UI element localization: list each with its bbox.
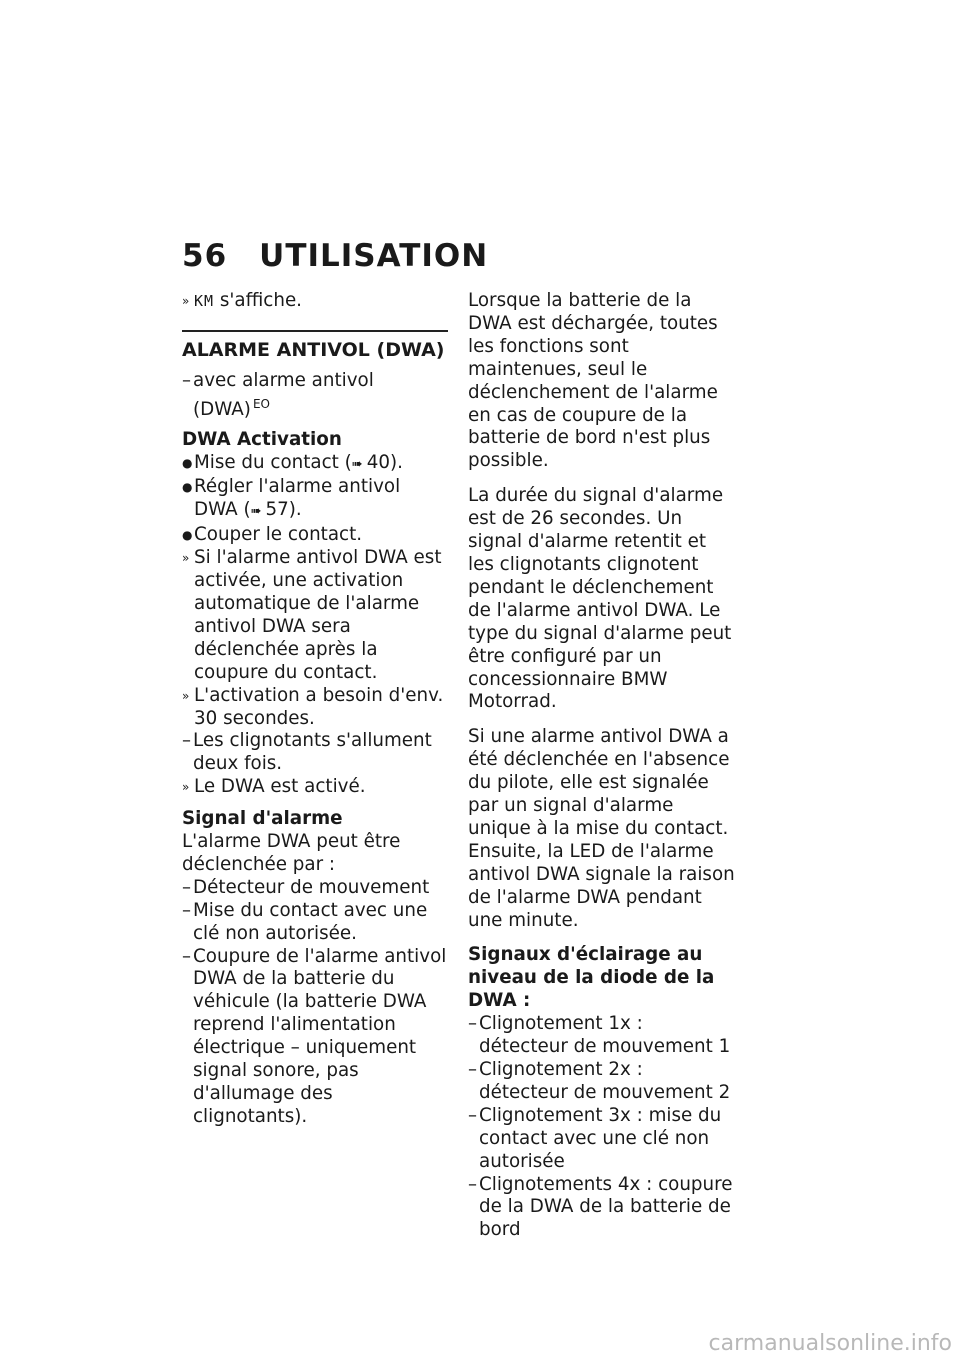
diode-signal: – Clignotements 4x : coupure de la DWA de la batterie de bord xyxy=(468,1173,733,1241)
signal-title: Signal d'alarme xyxy=(182,808,343,830)
section-heading xyxy=(182,330,448,363)
bullet-icon: ● xyxy=(182,455,193,470)
result-item: » KM s'affiche. xyxy=(182,290,302,311)
diode-signal: – Clignotement 1x : détecteur de mouvement 1 xyxy=(468,1013,731,1058)
page-title: UTILISATION xyxy=(259,238,489,274)
activation-title: DWA Activation xyxy=(182,428,342,450)
bullet-icon: ● xyxy=(182,528,193,543)
left-column xyxy=(182,290,448,1129)
right-column xyxy=(468,290,736,1242)
result-marker-icon: » xyxy=(182,688,190,703)
paragraph: Lorsque la batterie de la DWA est déchargée, toutes les fonctions sont maintenues, seul le déclenchement de l'alarme en cas de coupure de la batterie de bord n'est plus possible. xyxy=(468,290,718,472)
activation-step: ● Couper le contact. xyxy=(182,524,363,546)
result-marker-icon: » xyxy=(182,780,190,795)
result-item: » L'activation a besoin d'env. 30 secondes. xyxy=(182,684,444,729)
section-title: ALARME ANTIVOL (DWA) xyxy=(182,338,445,361)
dash-item: – Les clignotants s'allument deux fois. xyxy=(182,730,432,775)
page-number: 56 xyxy=(182,238,228,274)
signal-cause: – Détecteur de mouvement xyxy=(182,876,430,898)
display-code: KM xyxy=(194,292,215,310)
result-item: » Si l'alarme antivol DWA est activée, une activation automatique de l'alarme antivol DWA sera déclenchée après la coupure du contact. xyxy=(182,547,442,683)
option-code: EO xyxy=(252,396,270,411)
signal-cause: – Mise du contact avec une clé non autorisée. xyxy=(182,899,428,944)
reference-arrow-icon: ➠ xyxy=(351,456,361,472)
page-header xyxy=(182,238,488,274)
activation-step: ● Mise du contact (➠ 40). xyxy=(182,452,448,477)
result-marker-icon: » xyxy=(182,294,190,308)
signal-cause: – Coupure de l'alarme antivol DWA de la batterie du véhicule (la batterie DWA reprend l'alimentation électrique – uniquement signal sonore, pas d'allumage des clignotants). xyxy=(182,945,447,1127)
bullet-icon: ● xyxy=(182,480,193,495)
result-marker-icon: » xyxy=(182,551,190,566)
paragraph: La durée du signal d'alarme est de 26 secondes. Un signal d'alarme retentit et les clignotants clignotent pendant le déclenchement de l'alarme antivol DWA. Le type du signal d'alarme peut être configuré par un concessionnaire BMW Motorrad. xyxy=(468,485,732,713)
result-item: » Le DWA est activé. xyxy=(182,776,366,798)
option-note: – avec alarme antivol (DWA) $^{EO}$ xyxy=(182,369,374,420)
signal-intro: L'alarme DWA peut être déclenchée par : xyxy=(182,831,401,875)
watermark: carmanualsonline.info xyxy=(708,1331,952,1356)
activation-step: ● Régler l'alarme antivol DWA (➠ 57). xyxy=(182,476,448,524)
paragraph: Si une alarme antivol DWA a été déclenchée en l'absence du pilote, elle est signalée par un signal d'alarme unique à la mise du contact. Ensuite, la LED de l'alarme antivol DWA signale la raison de l'alarme DWA pendant une minute. xyxy=(468,726,735,931)
diode-signal: – Clignotement 3x : mise du contact avec une clé non autorisée xyxy=(468,1104,722,1172)
diode-title: Signaux d'éclairage au niveau de la diode de la DWA : xyxy=(468,944,715,1012)
diode-signal: – Clignotement 2x : détecteur de mouvement 2 xyxy=(468,1059,731,1103)
reference-arrow-icon: ➠ xyxy=(250,504,260,520)
